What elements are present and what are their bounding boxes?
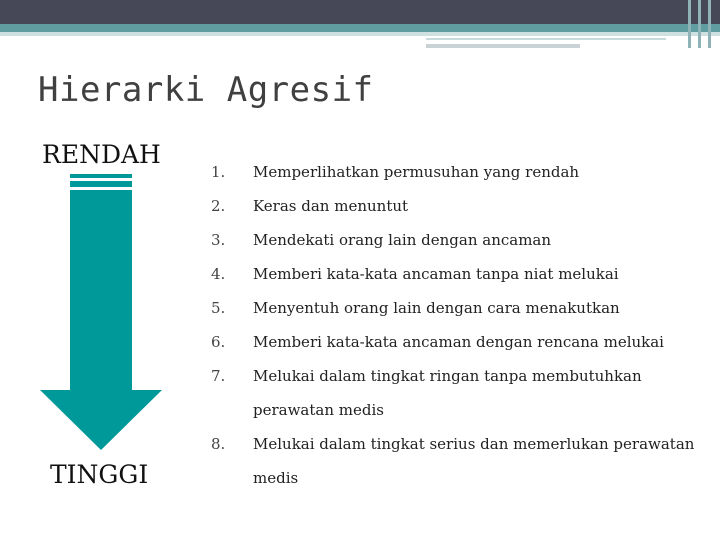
decorative-bars [686, 0, 720, 48]
item-text: Memberi kata-kata ancaman dengan rencana melukai [253, 333, 664, 351]
slide-title: Hierarki Agresif [38, 70, 374, 110]
item-text: Melukai dalam tingkat ringan tanpa membutuhkan perawatan medis [253, 367, 642, 419]
header-teal-band [0, 24, 720, 32]
decorative-bar [698, 0, 701, 48]
header-dark-band [0, 0, 720, 24]
item-number: 6. [211, 333, 226, 351]
header-light-band [0, 32, 720, 36]
arrow-stripe [70, 181, 132, 187]
item-text: Memberi kata-kata ancaman tanpa niat melukai [253, 265, 619, 283]
item-number: 1. [211, 163, 226, 181]
down-arrow-icon [40, 170, 164, 452]
list-item [211, 257, 706, 291]
item-number: 3. [211, 231, 226, 249]
item-text: Mendekati orang lain dengan ancaman [253, 231, 552, 249]
aggression-list [211, 155, 706, 495]
item-number: 2. [211, 197, 226, 215]
item-text: Melukai dalam tingkat serius dan memerlukan perawatan medis [253, 435, 695, 487]
list-item [211, 427, 706, 495]
item-text: Menyentuh orang lain dengan cara menakutkan [253, 299, 620, 317]
item-text: Memperlihatkan permusuhan yang rendah [253, 163, 580, 181]
list-item [211, 325, 706, 359]
item-number: 5. [211, 299, 226, 317]
list-item [211, 359, 706, 427]
decorative-bar [708, 0, 711, 48]
list-item [211, 223, 706, 257]
list-item [211, 155, 706, 189]
arrow-shape [40, 190, 162, 450]
arrow-stripe [70, 174, 132, 178]
high-label: TINGGI [50, 460, 149, 489]
decorative-bar [688, 0, 691, 48]
item-text: Keras dan menuntut [253, 197, 409, 215]
item-number: 4. [211, 265, 226, 283]
item-number: 7. [211, 367, 226, 385]
decorative-line [426, 44, 580, 48]
item-number: 8. [211, 435, 226, 453]
low-label: RENDAH [42, 140, 161, 169]
list-item [211, 291, 706, 325]
decorative-line [426, 38, 666, 40]
list-item [211, 189, 706, 223]
